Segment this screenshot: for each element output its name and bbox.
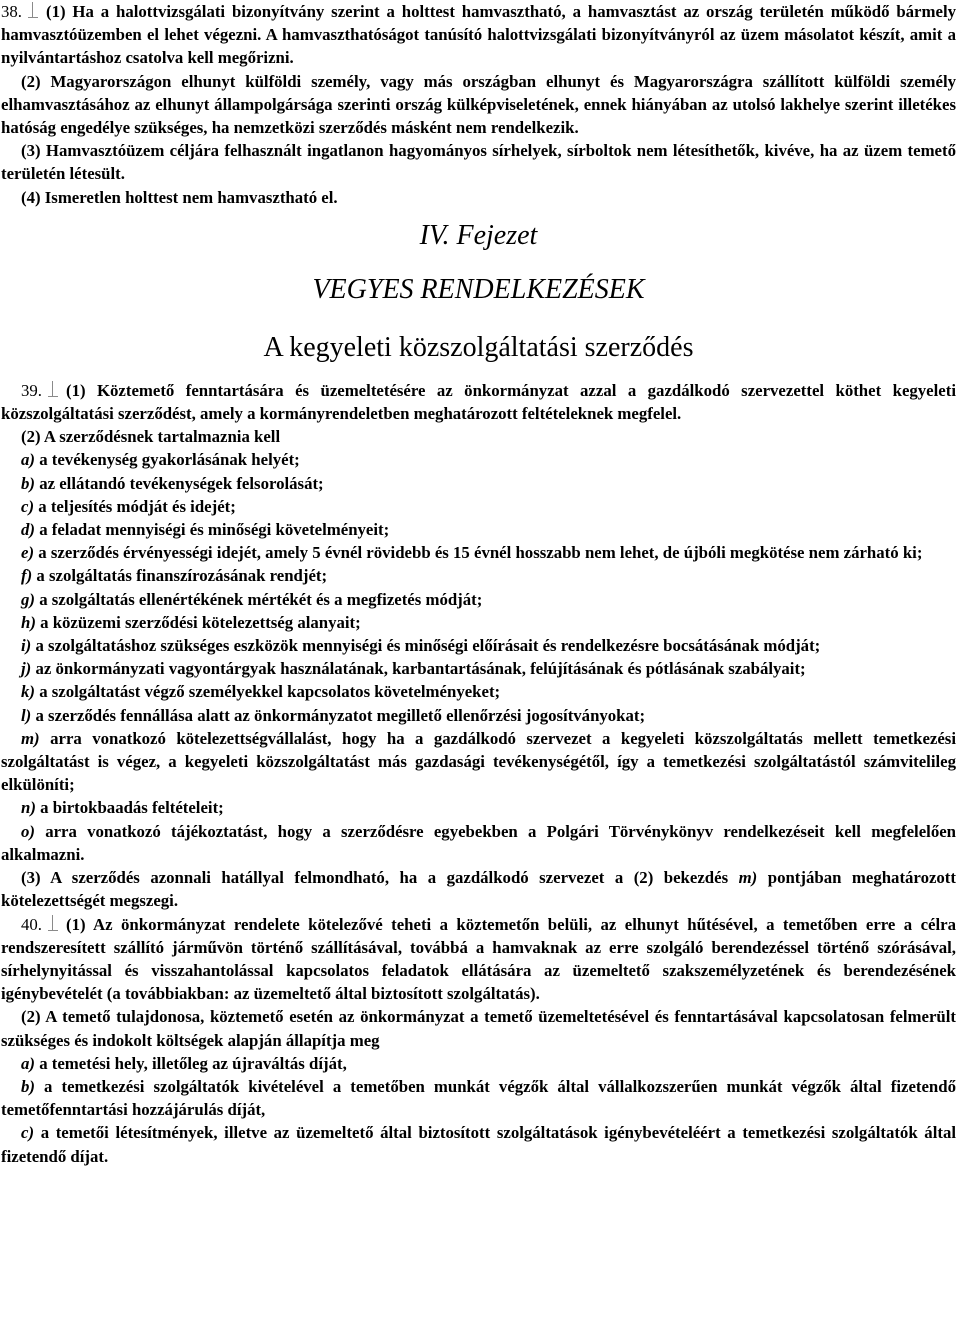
list-item-text: az önkormányzati vagyontárgyak használatának, karbantartásának, felújításának és pótlásának szabályait; xyxy=(35,659,806,679)
paragraph-40-1 xyxy=(1,913,956,1006)
list-item xyxy=(1,495,956,518)
paragraph-text: (2) A szerződésnek tartalmaznia kell xyxy=(21,427,281,447)
list-item xyxy=(1,611,956,634)
list-item-text: a szolgáltatás ellenértékének mértékét és a megfizetés módját; xyxy=(39,589,483,609)
list-item xyxy=(1,1121,956,1167)
list-item-letter: k) xyxy=(21,682,35,702)
list-item-letter: o) xyxy=(21,821,35,841)
list-item-letter: h) xyxy=(21,612,36,632)
list-item-text: a teljesítés módját és idejét; xyxy=(38,496,236,516)
chapter-headings xyxy=(1,219,956,365)
chapter-title: VEGYES RENDELKEZÉSEK xyxy=(312,273,645,305)
list-item xyxy=(1,634,956,657)
paragraph-text: (3) Hamvasztóüzem céljára felhasznált ingatlanon hagyományos sírhelyek, sírboltok nem létesíthetők, kivéve, ha az üzem temető területén létesült. xyxy=(1,141,956,184)
list-item-text: a szerződés fennállása alatt az önkormányzatot megillető ellenőrzési jogosítványokat; xyxy=(35,705,646,725)
list-item-letter: g) xyxy=(21,589,35,609)
paragraph-39-1 xyxy=(1,379,956,425)
list-item xyxy=(1,448,956,471)
section-mark-icon xyxy=(48,381,58,397)
paragraph-40-2-intro xyxy=(1,1005,956,1051)
list-item-text: a temetési hely, illetőleg az újraváltás díját, xyxy=(39,1053,347,1073)
list-item-text: a szerződés érvényességi idejét, amely 5 évnél rövidebb és 15 évnél hosszabb nem lehet, de újbóli megkötése nem zárható ki; xyxy=(38,543,923,563)
subsection-title: A kegyeleti közszolgáltatási szerződés xyxy=(263,331,694,363)
section-39-list xyxy=(1,448,956,866)
list-item xyxy=(1,564,956,587)
section-40-list xyxy=(1,1052,956,1168)
list-item xyxy=(1,680,956,703)
list-item xyxy=(1,588,956,611)
paragraph-38-1 xyxy=(1,0,956,70)
list-item-letter: n) xyxy=(21,798,36,818)
paragraph-38-3 xyxy=(1,139,956,185)
paragraph-text: (2) A temető tulajdonosa, köztemető esetén az önkormányzat a temető üzemeltetésével és fenntartásával kapcsolatosan felmerült szükséges és indokolt költségek alapján állapítja meg xyxy=(1,1007,956,1050)
list-item xyxy=(1,657,956,680)
list-item xyxy=(1,1052,956,1075)
paragraph-39-2-intro xyxy=(1,425,956,448)
list-item xyxy=(1,1075,956,1121)
list-item-letter: f) xyxy=(21,566,33,586)
list-item xyxy=(1,472,956,495)
section-mark-icon xyxy=(28,2,38,18)
list-item-text: a szolgáltatást végző személyekkel kapcsolatos követelményeket; xyxy=(39,682,501,702)
list-item-text: a szolgáltatás finanszírozásának rendjét; xyxy=(36,566,328,586)
paragraph-text: (1) Ha a halottvizsgálati bizonyítvány szerint a holttest hamvasztható, a hamvasztást az ország területén működő bármely hamvasztóüzemben el lehet végezni. A hamvaszthatóságot tanúsító halottvizsgálati bizonyítványról az üzem másolatot készít, amit a nyilvántartáshoz csatolva kell megőrizni. xyxy=(1,2,956,68)
list-item-letter: b) xyxy=(21,473,35,493)
list-item-letter: b) xyxy=(21,1076,35,1096)
list-item xyxy=(1,796,956,819)
list-item-text: a temetői létesítmények, illetve az üzemeltető által biztosított szolgáltatások igénybevételéért a temetkezési szolgáltatók által fizetendő díjat. xyxy=(1,1123,956,1166)
section-number-40: 40. xyxy=(21,914,42,934)
section-number-39: 39. xyxy=(21,380,42,400)
point-reference: m) xyxy=(738,868,758,888)
list-item xyxy=(1,820,956,866)
paragraph-39-3: (3) A szerződés azonnali hatállyal felmondható, ha a gazdálkodó szervezet a (2) bekezdés m) pontjában meghatározott kötelezettségét megszegi. xyxy=(1,868,956,911)
list-item xyxy=(1,518,956,541)
paragraph-text: (1) Az önkormányzat rendelete kötelezővé teheti a köztemetőn belüli, az elhunyt hűtésével, a temetőben erre a célra rendszeresített szállító járművön történő szállításával, továbbá a hamvaknak az erre szolgáló berendezéssel történő szórásával, sírhelynyitással és visszahantolással kapcsolatos feladatok ellátására az üzemeltető szakszemélyzetének és berendezésének igénybevételét (a továbbiakban: az üzemeltető által biztosított szolgáltatás). xyxy=(1,914,956,1004)
paragraph-text: (2) Magyarországon elhunyt külföldi személy, vagy más országban elhunyt és Magyarországra szállított külföldi személy elhamvasztásához az elhunyt állampolgársága szerinti ország külképviseletének, ennek hiányában az utolsó lakhelye szerint illetékes hatóság engedélye szükséges, ha nemzetközi szerződés másként nem rendelkezik. xyxy=(1,71,956,138)
section-number-38: 38. xyxy=(1,2,22,21)
list-item-letter: c) xyxy=(21,1123,35,1143)
list-item-letter: d) xyxy=(21,520,35,540)
list-item-letter: a) xyxy=(21,1053,35,1073)
list-item-letter: a) xyxy=(21,450,35,470)
paragraph-38-4 xyxy=(1,186,956,209)
list-item-text: az ellátandó tevékenységek felsorolását; xyxy=(39,473,324,493)
list-item xyxy=(1,727,956,797)
list-item-letter: j) xyxy=(21,659,32,679)
list-item-letter: e) xyxy=(21,543,35,563)
chapter-heading: IV. Fejezet xyxy=(419,219,538,251)
paragraph-38-2 xyxy=(1,70,956,140)
list-item-text: a temetkezési szolgáltatók kivételével a temetőben munkát végzők által vállalkozszerűen munkát végzők által fizetendő temetőfenntartási hozzájárulás díját, xyxy=(1,1076,956,1120)
list-item-text: arra vonatkozó tájékoztatást, hogy a szerződésre egyebekben a Polgári Törvénykönyv rendelkezéseit kell megfelelően alkalmazni. xyxy=(1,821,956,864)
paragraph-text: (4) Ismeretlen holttest nem hamvasztható el. xyxy=(21,187,338,207)
list-item-text: a feladat mennyiségi és minőségi követelményeit; xyxy=(39,520,390,540)
list-item-text: a tevékenység gyakorlásának helyét; xyxy=(39,450,300,470)
paragraph-text: (1) Köztemető fenntartására és üzemeltetésére az önkormányzat azzal a gazdálkodó szervezettel köthet kegyeleti közszolgáltatási szerződést, amely a kormányrendeletben meghatározott feltételeknek megfelel. xyxy=(1,380,956,424)
list-item-letter: m) xyxy=(21,728,40,748)
list-item-letter: c) xyxy=(21,496,35,516)
list-item xyxy=(1,704,956,727)
list-item-text: a szolgáltatáshoz szükséges eszközök mennyiségi és minőségi előírásait és rendelkezésre bocsátásának módját; xyxy=(35,636,821,656)
list-item xyxy=(1,541,956,564)
list-item-letter: l) xyxy=(21,705,32,725)
list-item-text: a birtokbaadás feltételeit; xyxy=(40,798,224,818)
section-mark-icon xyxy=(48,915,58,931)
list-item-text: arra vonatkozó kötelezettségvállalást, hogy ha a gazdálkodó szervezet a kegyeleti közszolgáltatás mellett temetkezési szolgáltatást is végez, a kegyeleti közszolgáltatást más gazdasági tevékenységétől, így a temetkezési szolgáltatástól számvitelileg elkülöníti; xyxy=(1,728,957,795)
list-item-text: a közüzemi szerződési kötelezettség alanyait; xyxy=(40,612,361,632)
list-item-letter: i) xyxy=(21,636,32,656)
